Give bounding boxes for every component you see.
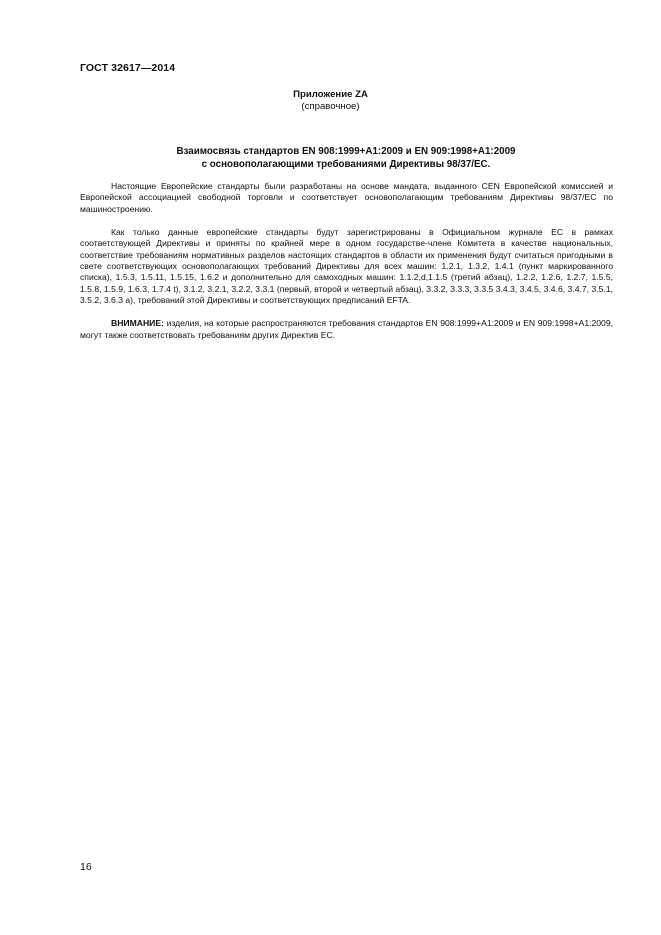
page-number: 16 [80,861,92,873]
warning-label: ВНИМАНИЕ: [111,318,164,329]
body-text [80,181,613,353]
warning-text: изделия, на которые распространяются требования стандартов EN 908:1999+A1:2009 и EN 909:1998+A1:2009, могут также соответствовать требованиям других Директив ЕС. [80,318,613,340]
annex-title: Приложение ZA [293,89,368,100]
section-title-line-2: с основополагающими требованиями Директивы 98/37/ЕС. [201,158,491,170]
section-title [150,146,542,171]
section-title-line-1: Взаимосвязь стандартов EN 908:1999+A1:2009 и EN 909:1998+A1:2009 [176,146,516,157]
paragraph-warning [80,318,613,341]
annex-subtitle: (справочное) [301,101,360,112]
paragraph-conformity: Как только данные европейские стандарты будут зарегистрированы в Официальном журнале ЕС в рамках соответствующей Директивы и приняты по крайней мере в одном государстве-члене Комитета в качестве национальных, соответствие требованиям нормативных разделов настоящих стандартов в области их применения будут считаться пригодными в свете соответствующих основополагающих требований Директивы для всех машин: 1.2.1, 1.3.2, 1.4.1 (пункт маркированного списка), 1.5.3, 1.5.11, 1.5.15, 1.6.2 и дополнительно для самоходных машин: 1.1.2,d,1.1.5 (третий абзац), 1.2.2, 1.2.6, 1.2.7, 1.5.5, 1.5.8, 1.5.9, 1.6.3, 1.7.4 t), 3.1.2, 3.2.1, 3.2.2, 3.3.1 (первый, второй и четвертый абзац), 3.3.2, 3.3.3, 3.3.5 3.4.3, 3.4.5, 3.4.6, 3.4.7, 3.5.1, 3.5.2, 3.6.3 a), требований этой Директивы и соответствующих предписаний EFTA. [80,227,613,306]
document-code: ГОСТ 32617—2014 [80,62,176,74]
paragraph-mandate: Настоящие Европейские стандарты были разработаны на основе мандата, выданного CEN Европейской комиссией и Европейской ассоциацией свободной торговли и соответствует основополагающим требованиям Директивы 98/37/ЕС по машиностроению. [80,181,613,214]
